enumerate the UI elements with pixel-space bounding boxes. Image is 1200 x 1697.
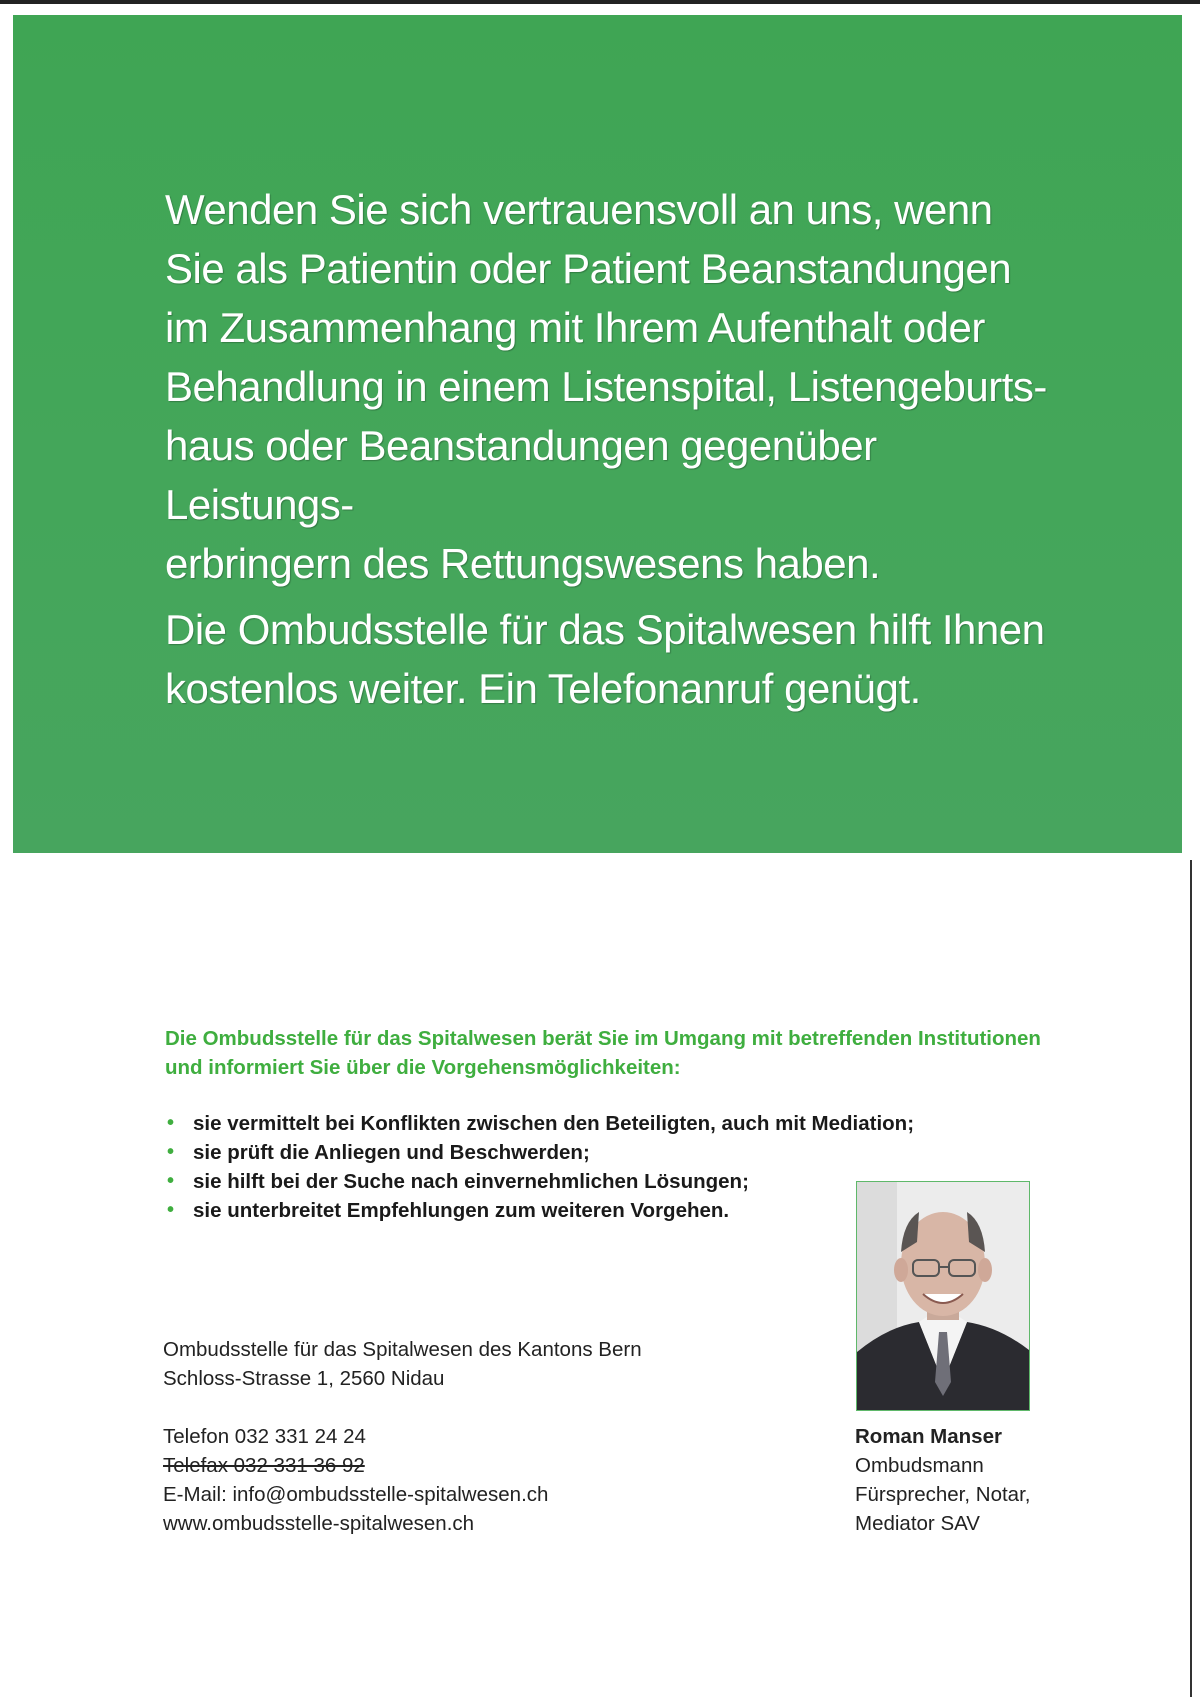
bullet-icon: • xyxy=(167,1199,175,1221)
ombudsman-portrait xyxy=(856,1181,1030,1411)
portrait-illustration xyxy=(857,1182,1029,1410)
list-item: • sie unterbreitet Empfehlungen zum weiteren Vorgehen. xyxy=(165,1196,914,1225)
contact-block xyxy=(163,1422,548,1538)
list-item: • sie vermittelt bei Konflikten zwischen den Beteiligten, auch mit Mediation; xyxy=(165,1109,914,1138)
fax-number-struck: Telefax 032 331 36 92 xyxy=(163,1454,365,1477)
person-title-1: Fürsprecher, Notar, xyxy=(855,1483,1031,1506)
intro-text: Wenden Sie sich vertrauensvoll an uns, wenn Sie als Patientin oder Patient Beanstandungen im Zusammenhang mit Ihrem Aufenthalt oder Behandlung in einem Listenspital, Listengeburts- haus oder Beanstandungen gegenüber Leistungs- erbringern des Rettungswesens haben. xyxy=(165,186,1047,587)
scan-edge-right xyxy=(1190,860,1192,1697)
green-info-panel xyxy=(13,15,1182,853)
person-title-2: Mediator SAV xyxy=(855,1512,980,1535)
person-role: Ombudsmann xyxy=(855,1454,984,1477)
email-address: E-Mail: info@ombudsstelle-spitalwesen.ch xyxy=(163,1483,549,1506)
address-line-office: Ombudsstelle für das Spitalwesen des Kantons Bern xyxy=(163,1338,642,1361)
website-url: www.ombudsstelle-spitalwesen.ch xyxy=(163,1512,475,1535)
help-text: Die Ombudsstelle für das Spitalwesen hilft Ihnen kostenlos weiter. Ein Telefonanruf genügt. xyxy=(165,606,1045,712)
person-info xyxy=(855,1422,1030,1538)
scan-edge-top xyxy=(0,0,1200,4)
service-list xyxy=(165,1109,914,1225)
list-item: • sie prüft die Anliegen und Beschwerden; xyxy=(165,1138,914,1167)
bullet-icon: • xyxy=(167,1170,175,1192)
postal-address xyxy=(163,1335,642,1393)
lead-paragraph: Die Ombudsstelle für das Spitalwesen berät Sie im Umgang mit betreffenden Institutionen und informiert Sie über die Vorgehensmöglichkeiten: xyxy=(165,1027,1041,1079)
address-line-street: Schloss-Strasse 1, 2560 Nidau xyxy=(163,1367,445,1390)
phone-number: Telefon 032 331 24 24 xyxy=(163,1425,366,1448)
list-item: • sie hilft bei der Suche nach einvernehmlichen Lösungen; xyxy=(165,1167,914,1196)
bullet-icon: • xyxy=(167,1112,175,1134)
bullet-icon: • xyxy=(167,1141,175,1163)
person-name: Roman Manser xyxy=(855,1425,1002,1448)
